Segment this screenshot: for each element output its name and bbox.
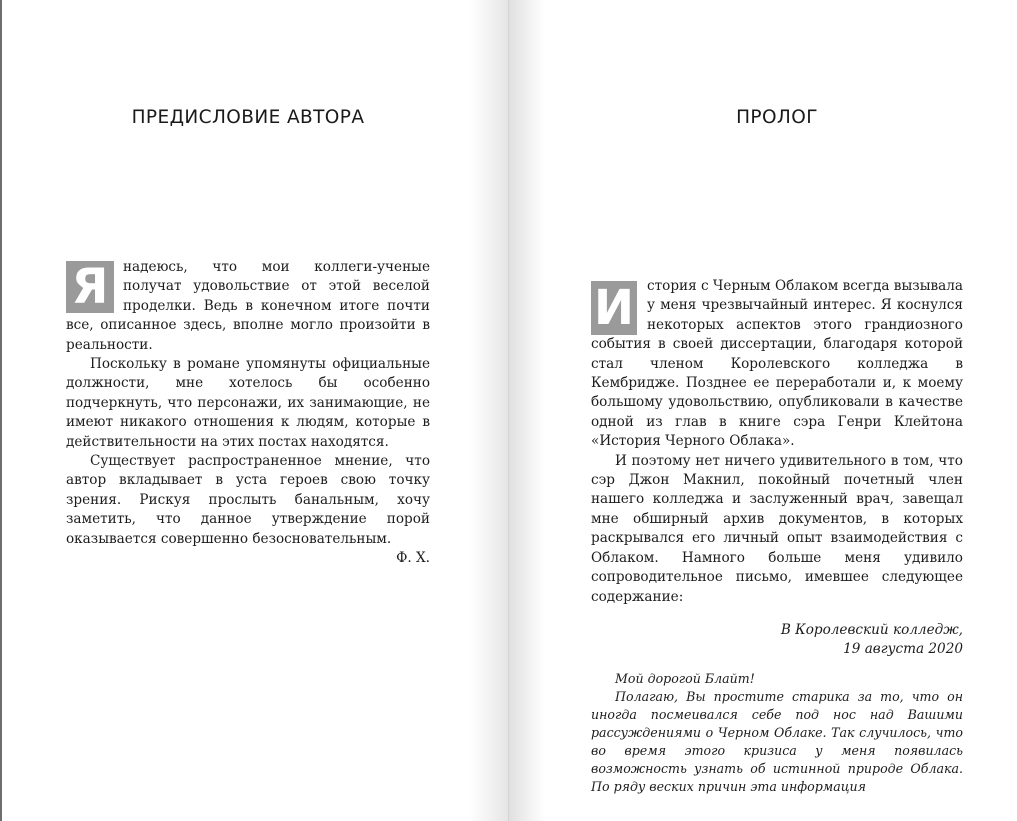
prologue-heading: ПРОЛОГ [736, 107, 818, 128]
preface-heading: ПРЕДИСЛОВИЕ АВТОРА [131, 107, 365, 128]
prologue-body [591, 277, 963, 796]
dropcap: Я [66, 261, 114, 313]
gutter-shadow [469, 0, 509, 821]
preface-body [66, 258, 430, 569]
letter-dateline: В Королевский колледж, 19 августа 2020 [780, 621, 963, 658]
prologue-paragraph-1: И стория с Черным Облаком всегда вызывала у меня чрезвычайный интерес. Я коснулся некоторых аспектов этого грандиозного события в своей диссертации, благодаря которой стал членом Королевского колледжа в Кембридже. Позднее ее переработали и, к моему большому удовольствию, опубликовали в качестве одной из глав в книге сэра Генри Клейтона «История Черного Облака». [591, 278, 964, 450]
gutter-shadow [509, 0, 545, 821]
preface-paragraph-3: Существует распространенное мнение, что автор вкладывает в уста героев свою точку зрения. Рискуя прослыть банальным, хочу заметить, что данное утверждение порой оказывается совершенно безосновательным. [66, 453, 430, 547]
letter [591, 670, 963, 796]
right-page [509, 0, 1017, 821]
prologue-paragraph-2: И поэтому нет ничего удивительного в том, что сэр Джон Макнил, покойный почетный член нашего колледжа и заслуженный врач, завещал мне обширный архив документов, в которых раскрывался его личный опыт взаимодействия с Облаком. Намного больше меня удивило сопроводительное письмо, имевшее следующее содержание: [591, 452, 963, 605]
dropcap: И [591, 281, 637, 335]
preface-paragraph-1: Я надеюсь, что мои коллеги-ученые получат удовольствие от этой веселой проделки. Ведь в конечном итоге почти все, описанное здесь, вполне могло произойти в реальности. [66, 259, 430, 353]
letter-salutation: Мой дорогой Блайт! [615, 670, 755, 686]
letter-text: Полагаю, Вы простите старика за то, что он иногда посмеивался себе под нос над Вашими рассуждениями о Черном Облаке. Так случилось, что во время этого кризиса у меня появилась возможность узнать об истинной природе Облака. По ряду веских причин эта информация [591, 688, 963, 794]
author-signature: Ф. Х. [396, 550, 430, 567]
preface-paragraph-2: Поскольку в романе упомянуты официальные должности, мне хотелось бы особенно подчеркнуть, что персонажи, их занимающие, не имеют никакого отношения к людям, которые в действительности на этих постах находятся. [66, 356, 430, 450]
